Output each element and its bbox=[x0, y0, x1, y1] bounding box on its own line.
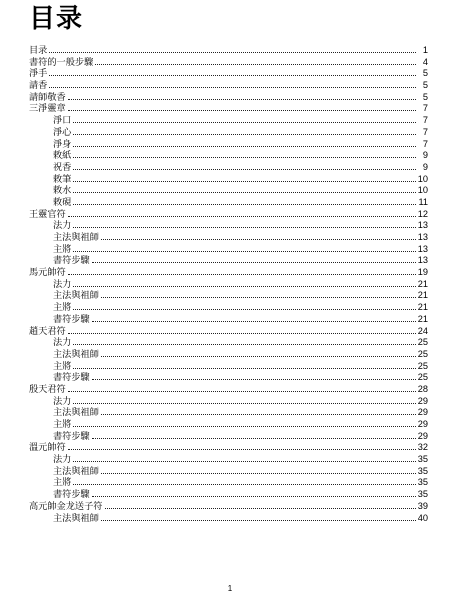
toc-leader-dots bbox=[73, 476, 415, 485]
toc-page-number: 24 bbox=[417, 325, 428, 336]
toc-subentry[interactable] bbox=[29, 184, 428, 196]
toc-page-number: 7 bbox=[422, 115, 428, 126]
toc-subentry[interactable] bbox=[29, 219, 428, 231]
toc-page-number: 35 bbox=[417, 477, 428, 488]
toc-leader-dots bbox=[73, 149, 416, 158]
toc-subentry[interactable] bbox=[29, 313, 428, 325]
toc-entry-label: 主將 bbox=[53, 477, 72, 489]
toc-entry-label: 三淨靈章 bbox=[29, 103, 66, 115]
toc-page-number: 19 bbox=[417, 267, 428, 278]
toc-leader-dots bbox=[73, 173, 415, 182]
toc-entry-label: 書符的一般步驟 bbox=[29, 56, 94, 68]
toc-page-number: 25 bbox=[417, 337, 428, 348]
toc-entry-label: 主法與祖師 bbox=[53, 407, 99, 419]
toc-page-number: 13 bbox=[417, 243, 428, 254]
toc-leader-dots bbox=[68, 102, 416, 111]
toc-page-number: 29 bbox=[417, 407, 428, 418]
toc-page-number: 4 bbox=[422, 56, 428, 67]
toc-entry-label: 淨口 bbox=[53, 115, 72, 127]
toc-subentry[interactable] bbox=[29, 406, 428, 418]
toc-subentry[interactable] bbox=[29, 196, 428, 208]
toc-subentry[interactable] bbox=[29, 360, 428, 372]
toc-subentry[interactable] bbox=[29, 173, 428, 185]
toc-entry-label: 書符步驟 bbox=[53, 430, 90, 442]
toc-leader-dots bbox=[73, 360, 415, 369]
toc-entry[interactable] bbox=[29, 56, 428, 68]
toc-leader-dots bbox=[73, 219, 415, 228]
toc-entry-label: 書符步驟 bbox=[53, 489, 90, 501]
toc-leader-dots bbox=[73, 395, 415, 404]
toc-leader-dots bbox=[95, 56, 416, 65]
toc-entry[interactable] bbox=[29, 325, 428, 337]
toc-page-number: 12 bbox=[417, 208, 428, 219]
toc-entry-label: 目录 bbox=[29, 45, 48, 56]
toc-entry-label: 書符步驟 bbox=[53, 313, 90, 325]
toc-entry-label: 主法與祖師 bbox=[53, 348, 99, 360]
toc-leader-dots bbox=[101, 289, 416, 298]
toc-entry-label: 請師敬香 bbox=[29, 91, 66, 103]
toc-entry[interactable] bbox=[29, 500, 428, 512]
toc-entry-label: 趙天君符 bbox=[29, 325, 66, 337]
toc-page-number: 13 bbox=[417, 255, 428, 266]
toc-entry-label: 主法與祖師 bbox=[53, 290, 99, 302]
toc-leader-dots bbox=[101, 406, 416, 415]
toc-page-number: 40 bbox=[417, 512, 428, 523]
toc-page-number: 9 bbox=[422, 161, 428, 172]
toc-page-number: 35 bbox=[417, 454, 428, 465]
toc-leader-dots bbox=[73, 336, 415, 345]
toc-subentry[interactable] bbox=[29, 126, 428, 138]
toc-subentry[interactable] bbox=[29, 278, 428, 290]
toc-leader-dots bbox=[73, 301, 415, 310]
toc-leader-dots bbox=[92, 313, 416, 322]
toc-subentry[interactable] bbox=[29, 488, 428, 500]
toc-leader-dots bbox=[73, 114, 416, 123]
toc-leader-dots bbox=[105, 500, 416, 509]
toc-page-number: 29 bbox=[417, 430, 428, 441]
toc-page-number: 11 bbox=[418, 196, 428, 207]
toc-leader-dots bbox=[68, 441, 416, 450]
toc-subentry[interactable] bbox=[29, 254, 428, 266]
toc-leader-dots bbox=[73, 278, 415, 287]
toc-entry-label: 書符步驟 bbox=[53, 255, 90, 267]
toc-entry-label: 法力 bbox=[53, 337, 72, 349]
toc-entry[interactable] bbox=[29, 266, 428, 278]
toc-page-number: 28 bbox=[417, 383, 428, 394]
toc-subentry[interactable] bbox=[29, 465, 428, 477]
toc-entry-label: 主將 bbox=[53, 243, 72, 255]
toc-subentry[interactable] bbox=[29, 430, 428, 442]
toc-page-number: 29 bbox=[417, 419, 428, 429]
toc-page-number: 25 bbox=[417, 372, 428, 383]
toc-page-number: 5 bbox=[422, 80, 428, 91]
toc-leader-dots bbox=[73, 453, 415, 462]
toc-page-number: 7 bbox=[422, 138, 428, 149]
toc-entry-label: 敕硯 bbox=[53, 196, 72, 208]
toc-page-number: 7 bbox=[422, 103, 428, 114]
toc-entry-label: 淨心 bbox=[53, 126, 72, 138]
toc-page-number: 10 bbox=[417, 185, 428, 196]
toc-page-number: 21 bbox=[417, 302, 428, 313]
toc-entry[interactable] bbox=[29, 383, 428, 395]
toc-page-number: 5 bbox=[422, 68, 428, 79]
toc-page-number: 21 bbox=[417, 313, 428, 324]
toc-page-number: 7 bbox=[422, 126, 428, 137]
toc-leader-dots bbox=[73, 184, 415, 193]
toc-leader-dots bbox=[92, 254, 416, 263]
toc-page-number: 29 bbox=[417, 395, 428, 406]
toc-entry-label: 淨身 bbox=[53, 138, 72, 150]
toc-leader-dots bbox=[49, 79, 416, 88]
toc-leader-dots bbox=[68, 266, 416, 275]
toc-entry[interactable] bbox=[29, 441, 428, 453]
toc-page-number: 21 bbox=[417, 278, 428, 289]
toc-entry-label: 淨手 bbox=[29, 68, 48, 80]
toc-leader-dots bbox=[73, 243, 415, 252]
toc-page-number: 39 bbox=[417, 500, 428, 511]
toc-leader-dots bbox=[101, 231, 416, 240]
toc-leader-dots bbox=[49, 44, 416, 53]
toc-entry-label: 敕水 bbox=[53, 185, 72, 197]
toc-entry-label: 馬元帥符 bbox=[29, 267, 66, 279]
toc-subentry[interactable] bbox=[29, 114, 428, 126]
toc-entry-label: 主將 bbox=[53, 419, 72, 430]
toc-entry-label: 主將 bbox=[53, 302, 72, 314]
toc-leader-dots bbox=[92, 488, 416, 497]
toc-entry-label: 主將 bbox=[53, 360, 72, 372]
toc-page-number: 13 bbox=[417, 232, 428, 242]
toc-leader-dots bbox=[49, 67, 416, 76]
toc-subentry[interactable] bbox=[29, 336, 428, 348]
toc-leader-dots bbox=[73, 418, 415, 427]
toc-entry-label: 高元帥金龙送子符 bbox=[29, 500, 103, 512]
toc-entry[interactable] bbox=[29, 67, 428, 79]
toc-page-number: 25 bbox=[417, 348, 428, 359]
toc-leader-dots bbox=[73, 126, 416, 135]
toc-entry[interactable] bbox=[29, 44, 428, 56]
toc-page-number: 35 bbox=[417, 489, 428, 500]
toc-page-number: 9 bbox=[422, 150, 428, 161]
toc-page-number: 13 bbox=[417, 220, 428, 231]
page-title: 目录 bbox=[29, 4, 84, 34]
toc-entry-label: 法力 bbox=[53, 278, 72, 290]
toc-entry-label: 王靈官符 bbox=[29, 208, 66, 220]
toc-leader-dots bbox=[68, 91, 416, 100]
toc-entry-label: 法力 bbox=[53, 454, 72, 466]
toc-entry-label: 主法與祖師 bbox=[53, 232, 99, 243]
toc-page-number: 35 bbox=[417, 465, 428, 476]
toc-leader-dots bbox=[68, 208, 416, 217]
toc-subentry[interactable] bbox=[29, 231, 428, 243]
page-number: 1 bbox=[227, 584, 233, 593]
toc-subentry[interactable] bbox=[29, 149, 428, 161]
toc-subentry[interactable] bbox=[29, 371, 428, 383]
toc-leader-dots bbox=[101, 512, 416, 521]
toc-page-number: 25 bbox=[417, 360, 428, 371]
toc-entry-label: 法力 bbox=[53, 220, 72, 232]
toc-subentry[interactable] bbox=[29, 138, 428, 150]
toc-leader-dots bbox=[92, 430, 416, 439]
toc-subentry[interactable] bbox=[29, 301, 428, 313]
toc-entry-label: 書符步驟 bbox=[53, 372, 90, 384]
toc-subentry[interactable] bbox=[29, 243, 428, 255]
toc-subentry[interactable] bbox=[29, 476, 428, 488]
toc-leader-dots bbox=[92, 371, 416, 380]
toc-entry-label: 法力 bbox=[53, 395, 72, 407]
toc-entry[interactable] bbox=[29, 208, 428, 220]
toc-leader-dots bbox=[73, 196, 416, 205]
toc-entry[interactable] bbox=[29, 91, 428, 103]
toc-page-number: 10 bbox=[417, 173, 428, 184]
toc-subentry[interactable] bbox=[29, 395, 428, 407]
toc-subentry[interactable] bbox=[29, 512, 428, 524]
toc-entry-label: 主法與祖師 bbox=[53, 512, 99, 524]
toc-entry-label: 敕紙 bbox=[53, 150, 72, 162]
toc-page-number: 21 bbox=[417, 290, 428, 301]
toc-entry-label: 祝香 bbox=[53, 161, 72, 173]
toc-page-number: 1 bbox=[422, 45, 428, 55]
toc-subentry[interactable] bbox=[29, 348, 428, 360]
toc-subentry[interactable] bbox=[29, 418, 428, 430]
toc-leader-dots bbox=[68, 383, 416, 392]
toc-entry-label: 殷天君符 bbox=[29, 383, 66, 395]
toc-leader-dots bbox=[73, 161, 416, 170]
toc-leader-dots bbox=[101, 348, 416, 357]
toc-leader-dots bbox=[73, 138, 416, 147]
toc-leader-dots bbox=[101, 465, 416, 474]
toc-entry-label: 主法與祖師 bbox=[53, 465, 99, 477]
toc-page-number: 32 bbox=[417, 442, 428, 453]
toc-subentry[interactable] bbox=[29, 161, 428, 173]
toc-entry[interactable] bbox=[29, 79, 428, 91]
toc-entry-label: 請香 bbox=[29, 80, 48, 92]
toc-entry-label: 溫元帥符 bbox=[29, 442, 66, 454]
table-of-contents bbox=[29, 44, 428, 523]
toc-entry[interactable] bbox=[29, 102, 428, 114]
toc-page-number: 5 bbox=[422, 91, 428, 102]
toc-subentry[interactable] bbox=[29, 453, 428, 465]
toc-subentry[interactable] bbox=[29, 289, 428, 301]
toc-entry-label: 敕筆 bbox=[53, 173, 72, 185]
toc-leader-dots bbox=[68, 325, 416, 334]
